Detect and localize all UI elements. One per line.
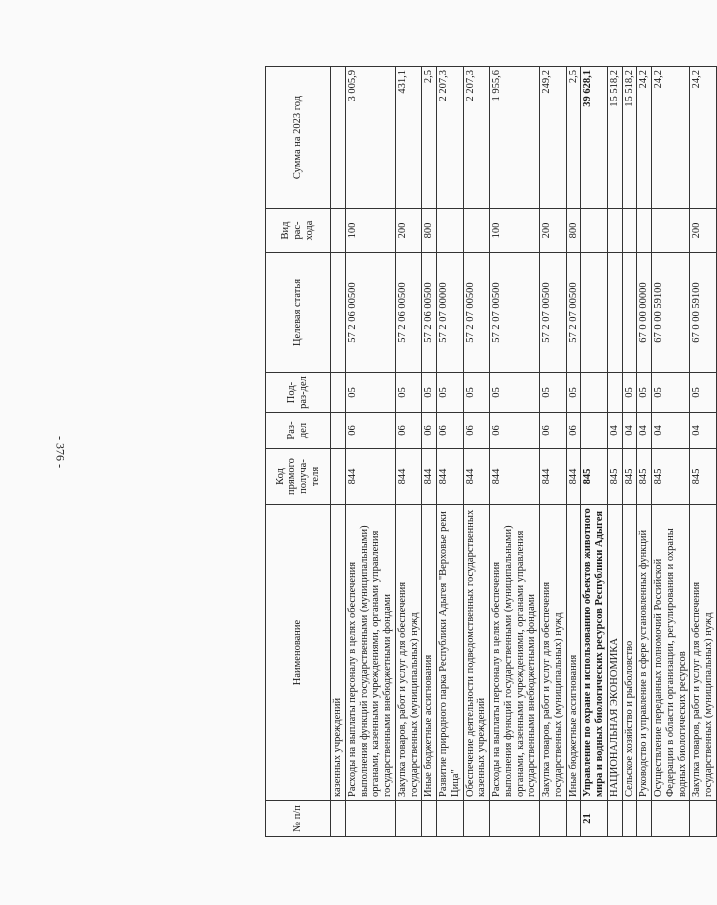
- cell-exptype: [622, 209, 637, 253]
- cell-exptype: [581, 209, 608, 253]
- cell-target: 57 2 06 00500: [395, 253, 422, 373]
- cell-code: 845: [637, 449, 652, 505]
- cell-amount: 249,2: [540, 67, 567, 209]
- cell-subsection: [581, 373, 608, 413]
- cell-exptype: 200: [690, 209, 717, 253]
- table-row: [345, 67, 395, 837]
- cell-exptype: [637, 209, 652, 253]
- cell-subsection: 05: [395, 373, 422, 413]
- cell-subsection: 05: [540, 373, 567, 413]
- table-row: [607, 67, 622, 837]
- cell-amount: 15 518,2: [622, 67, 637, 209]
- cell-exptype: [463, 209, 490, 253]
- table-row: [652, 67, 690, 837]
- cell-exptype: [652, 209, 690, 253]
- cell-target: 67 0 00 00000: [637, 253, 652, 373]
- cell-name: Закупка товаров, работ и услуг для обеспечения государственных (муниципальных) нужд: [690, 505, 717, 801]
- cell-subsection: 05: [652, 373, 690, 413]
- cell-exptype: 200: [395, 209, 422, 253]
- cell-section: 06: [463, 413, 490, 449]
- cell-name: Развитие природного парка Республики Адыгея "Верховье реки Цица": [437, 505, 464, 801]
- cell-code: 844: [490, 449, 540, 505]
- cell-subsection: 05: [463, 373, 490, 413]
- cell-target: [607, 253, 622, 373]
- cell-num: [607, 801, 622, 837]
- cell-subsection: 05: [422, 373, 437, 413]
- cell-num: [690, 801, 717, 837]
- cell-name: Расходы на выплаты персоналу в целях обеспечения выполнения функций государственными (муниципальными) органами, казенными учреждениями, органами управления государственными внебюджетными фондами: [345, 505, 395, 801]
- cell-amount: 1 955,6: [490, 67, 540, 209]
- cell-subsection: [607, 373, 622, 413]
- table-row: [395, 67, 422, 837]
- cell-amount: [331, 67, 346, 209]
- cell-exptype: 800: [566, 209, 581, 253]
- cell-name: Руководство и управление в сфере установленных функций: [637, 505, 652, 801]
- cell-target: 67 0 00 59100: [690, 253, 717, 373]
- cell-section: 04: [637, 413, 652, 449]
- cell-subsection: 05: [637, 373, 652, 413]
- cell-target: 67 0 00 59100: [652, 253, 690, 373]
- cell-exptype: [331, 209, 346, 253]
- cell-subsection: [331, 373, 346, 413]
- cell-num: 21: [581, 801, 608, 837]
- cell-section: [581, 413, 608, 449]
- cell-name: Иные бюджетные ассигнования: [566, 505, 581, 801]
- cell-code: 845: [622, 449, 637, 505]
- cell-section: 04: [607, 413, 622, 449]
- header-exptype: Вид рас-хода: [266, 209, 331, 253]
- cell-subsection: 05: [566, 373, 581, 413]
- cell-code: 844: [422, 449, 437, 505]
- cell-amount: 24,2: [652, 67, 690, 209]
- cell-target: 57 2 06 00500: [345, 253, 395, 373]
- header-row: [266, 67, 331, 837]
- table-row: [622, 67, 637, 837]
- cell-target: [331, 253, 346, 373]
- cell-num: [540, 801, 567, 837]
- cell-num: [490, 801, 540, 837]
- cell-exptype: 800: [422, 209, 437, 253]
- cell-num: [652, 801, 690, 837]
- cell-section: 06: [490, 413, 540, 449]
- cell-code: 844: [540, 449, 567, 505]
- cell-amount: 3 005,9: [345, 67, 395, 209]
- cell-section: 06: [437, 413, 464, 449]
- cell-amount: 431,1: [395, 67, 422, 209]
- cell-section: 04: [652, 413, 690, 449]
- cell-subsection: 05: [345, 373, 395, 413]
- header-num: № п/п: [266, 801, 331, 837]
- cell-subsection: 05: [490, 373, 540, 413]
- header-code: Код прямого получа-теля: [266, 449, 331, 505]
- cell-amount: 2 207,3: [463, 67, 490, 209]
- cell-name: Осуществление переданных полномочий Российской Федерации в области организации, регулирования и охраны водных биологических ресурсов: [652, 505, 690, 801]
- cell-name: Иные бюджетные ассигнования: [422, 505, 437, 801]
- cell-section: 06: [422, 413, 437, 449]
- cell-num: [463, 801, 490, 837]
- cell-amount: 2,5: [566, 67, 581, 209]
- table-row: [581, 67, 608, 837]
- cell-section: 04: [690, 413, 717, 449]
- cell-target: [622, 253, 637, 373]
- cell-section: 06: [566, 413, 581, 449]
- cell-target: 57 2 07 00500: [490, 253, 540, 373]
- cell-exptype: [607, 209, 622, 253]
- cell-amount: 2 207,3: [437, 67, 464, 209]
- cell-subsection: 05: [690, 373, 717, 413]
- cell-num: [566, 801, 581, 837]
- table-row: [566, 67, 581, 837]
- header-amount: Сумма на 2023 год: [266, 67, 331, 209]
- cell-target: 57 2 07 00500: [566, 253, 581, 373]
- cell-target: 57 2 07 00500: [463, 253, 490, 373]
- table-row: [463, 67, 490, 837]
- cell-exptype: 200: [540, 209, 567, 253]
- cell-code: 844: [395, 449, 422, 505]
- cell-name: Закупка товаров, работ и услуг для обеспечения государственных (муниципальных) нужд: [540, 505, 567, 801]
- cell-num: [345, 801, 395, 837]
- cell-section: 04: [622, 413, 637, 449]
- cell-section: 06: [540, 413, 567, 449]
- table-row: [540, 67, 567, 837]
- cell-subsection: 05: [622, 373, 637, 413]
- cell-num: [422, 801, 437, 837]
- table-row: [437, 67, 464, 837]
- cell-section: 06: [345, 413, 395, 449]
- cell-target: [581, 253, 608, 373]
- table-row: [422, 67, 437, 837]
- header-section: Раз-дел: [266, 413, 331, 449]
- table-row: [637, 67, 652, 837]
- cell-subsection: 05: [437, 373, 464, 413]
- cell-name: казенных учреждений: [331, 505, 346, 801]
- cell-exptype: [437, 209, 464, 253]
- cell-name: Сельское хозяйство и рыболовство: [622, 505, 637, 801]
- cell-amount: 24,2: [690, 67, 717, 209]
- header-subsection: Под-раз-дел: [266, 373, 331, 413]
- cell-section: 06: [395, 413, 422, 449]
- cell-code: 845: [607, 449, 622, 505]
- cell-name: Закупка товаров, работ и услуг для обеспечения государственных (муниципальных) нужд: [395, 505, 422, 801]
- cell-target: 57 2 07 00000: [437, 253, 464, 373]
- cell-code: 844: [437, 449, 464, 505]
- table-row: [331, 67, 346, 837]
- cell-name: Расходы на выплаты персоналу в целях обеспечения выполнения функций государственными (муниципальными) органами, казенными учреждениями, органами управления государственными внебюджетными фондами: [490, 505, 540, 801]
- cell-code: 844: [463, 449, 490, 505]
- cell-num: [622, 801, 637, 837]
- cell-target: 57 2 07 00500: [540, 253, 567, 373]
- page-number: - 376 -: [53, 436, 68, 468]
- cell-target: 57 2 06 00500: [422, 253, 437, 373]
- cell-code: 845: [581, 449, 608, 505]
- cell-exptype: 100: [345, 209, 395, 253]
- header-name: Наименование: [266, 505, 331, 801]
- cell-num: [437, 801, 464, 837]
- cell-num: [637, 801, 652, 837]
- budget-table: [265, 66, 717, 837]
- cell-code: 844: [566, 449, 581, 505]
- cell-exptype: 100: [490, 209, 540, 253]
- cell-num: [395, 801, 422, 837]
- cell-amount: 39 628,1: [581, 67, 608, 209]
- cell-code: 845: [652, 449, 690, 505]
- table-row: [490, 67, 540, 837]
- rotated-page: [265, 67, 714, 837]
- cell-section: [331, 413, 346, 449]
- cell-amount: 2,5: [422, 67, 437, 209]
- table-row: [690, 67, 717, 837]
- cell-amount: 24,2: [637, 67, 652, 209]
- cell-code: 845: [690, 449, 717, 505]
- cell-num: [331, 801, 346, 837]
- header-target: Целевая статья: [266, 253, 331, 373]
- cell-name: Управление по охране и использованию объектов животного мира и водных биологических ресурсов Республики Адыгея: [581, 505, 608, 801]
- cell-name: НАЦИОНАЛЬНАЯ ЭКОНОМИКА: [607, 505, 622, 801]
- cell-amount: 15 518,2: [607, 67, 622, 209]
- cell-code: [331, 449, 346, 505]
- cell-name: Обеспечение деятельности подведомственных государственных казенных учреждений: [463, 505, 490, 801]
- cell-code: 844: [345, 449, 395, 505]
